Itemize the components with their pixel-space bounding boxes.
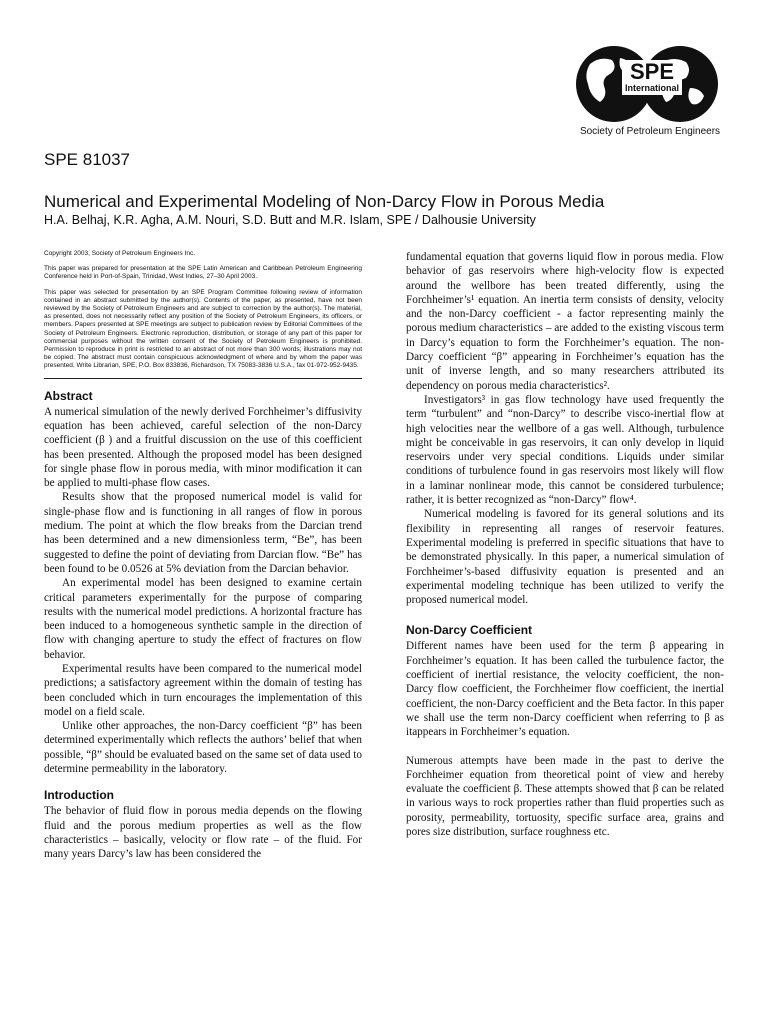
- abstract-paragraph: Experimental results have been compared to the numerical model predictions; a satisfactory agreement within the domain of testing has been concluded which in turn encourages the implementation of this model on a field scale.: [44, 662, 362, 718]
- introduction-paragraph: Numerical modeling is favored for its general solutions and its flexibility in representing all ranges of reservoir features. Experimental modeling is preferred in specific situations that have to be demonstrated physically. In this paper, a numerical simulation of Forchheimer’s-based diffusivity equation is presented and an experimental modeling technique has been utilized to verify the proposed numerical model.: [406, 508, 724, 607]
- left-column: [44, 250, 362, 862]
- non-darcy-heading: Non-Darcy Coefficient: [406, 623, 533, 638]
- abstract-paragraph: An experimental model has been designed to examine certain critical parameters experimentally for the purpose of comparing results with the numerical model predictions. A horizontal fracture has been induced to a homogeneous synthetic sample in the direction of flow with changing aperture to study the effect of fractures on flow behavior.: [44, 577, 362, 661]
- right-column: [406, 250, 724, 839]
- authors-line: H.A. Belhaj, K.R. Agha, A.M. Nouri, S.D. Butt and M.R. Islam, SPE / Dalhousie University: [44, 213, 536, 227]
- logo-wordmark: [622, 60, 682, 95]
- logo-text-small: International: [624, 83, 679, 93]
- copyright-notice: Copyright 2003, Society of Petroleum Engineers Inc.: [44, 250, 196, 257]
- paper-title: Numerical and Experimental Modeling of Non-Darcy Flow in Porous Media: [44, 192, 605, 211]
- introduction-heading: Introduction: [44, 788, 114, 803]
- logo-text-big: SPE: [629, 59, 675, 84]
- front-matter-divider: [44, 378, 362, 379]
- presentation-notice: This paper was prepared for presentation at the SPE Latin American and Caribbean Petroleum Engineering Conference held in Port-of-Spain, Trinidad, West Indies, 27–30 April 2003.: [44, 265, 362, 281]
- abstract-paragraph: A numerical simulation of the newly derived Forchheimer’s diffusivity equation has been achieved, careful selection of the non-Darcy coefficient (β ) and a fruitful discussion on the use of this coefficient has been presented. Although the proposed model has been designed for single phase flow in porous media, with minor modification it can be applied to multi-phase flow cases.: [44, 405, 362, 490]
- abstract-heading: Abstract: [44, 388, 93, 403]
- abstract-paragraph: Unlike other approaches, the non-Darcy coefficient “β” has been determined experimentally which reflects the authors’ belief that when possible, “β” should be evaluated based on the same set of data used to determine permeability in the laboratory.: [44, 720, 362, 776]
- introduction-paragraph: The behavior of fluid flow in porous media depends on the flowing fluid and the porous medium properties as well as the flow characteristics – basically, velocity or flow rate – of the fluid. For many years Darcy’s law has been considered the: [44, 805, 362, 861]
- introduction-paragraph: Investigators³ in gas flow technology have used frequently the term “turbulent” and “non-Darcy” to describe visco-inertial flow at high velocities near the wellbore of a gas well. Although, turbulence might be conceivable in gas reservoirs, it can only develop in liquid reservoirs under very special conditions. Liquids under similar conditions of turbulence found in gas reservoirs most likely will flow in a laminar nonlinear mode, this cannot be considered turbulence; rather, it is better recognized as “non-Darcy” flow⁴.: [406, 393, 724, 507]
- paper-number: SPE 81037: [44, 150, 131, 169]
- review-notice: This paper was selected for presentation by an SPE Program Committee following review of information contained in an abstract submitted by the author(s). Contents of the paper, as presented, have not been reviewed by the Society of Petroleum Engineers and are subject to correction by the author(s). The material, as presented, does not necessarily reflect any position of the Society of Petroleum Engineers, its officers, or members. Papers presented at SPE meetings are subject to publication review by Editorial Committees of the Society of Petroleum Engineers. Electronic reproduction, distribution, or storage of any part of this paper for commercial purposes without the written consent of the Society of Petroleum Engineers is prohibited. Permission to reproduce in print is restricted to an abstract of not more than 300 words; illustrations may not be copied. The abstract must contain conspicuous acknowledgment of where and by whom the paper was presented. Write Librarian, SPE, P.O. Box 833836, Richardson, TX 75083-3836 U.S.A., fax 01-972-952-9435.: [44, 288, 362, 370]
- logo-caption: Society of Petroleum Engineers: [579, 126, 721, 137]
- spe-logo: [570, 44, 722, 140]
- non-darcy-paragraph: Different names have been used for the term β appearing in Forchheimer’s equation. It has been called the turbulence factor, the coefficient of inertial resistance, the velocity coefficient, the non-Darcy flow coefficient, the Forchheimer flow coefficient, the inertial coefficient, the non-Darcy coefficient and the Beta factor. In this paper we shall use the term non-Darcy coefficient when referring to β as itappears in Forchheimer’s equation.: [406, 640, 724, 739]
- abstract-paragraph: Results show that the proposed numerical model is valid for single-phase flow and is functioning in all ranges of flow in porous medium. The point at which the flow breaks from the Darcian trend has been determined and a new dimensionless term, “Be”, has been suggested to define the point of deviating from Darcian flow. “Be” has been found to be 0.0526 at 5% deviation from the Darcian behavior.: [44, 491, 362, 575]
- non-darcy-paragraph: Numerous attempts have been made in the past to derive the Forchheimer equation from theoretical point of view and hereby evaluate the coefficient β. These attempts showed that β can be related in various ways to rock properties rather than fluid properties such as porosity, permeability, tortuosity, specific surface area, grains and pores size distribution, surface roughness etc.: [406, 754, 724, 838]
- introduction-paragraph-continued: fundamental equation that governs liquid flow in porous media. Flow behavior of gas reservoirs where high-velocity flow is expected around the wellbore has been treated differently, using the Forchheimer’s¹ equation. An inertia term consists of density, velocity and the non-Darcy coefficient - a factor representing mainly the porous medium characteristics – are added to the existing viscous term in Darcy’s equation to form the Forchheimer’s equation. The non-Darcy coefficient “β” appearing in Forchheimer’s equation has the unit of inverse length, and so many researchers attributed its dependency on porous media characteristics².: [406, 251, 724, 392]
